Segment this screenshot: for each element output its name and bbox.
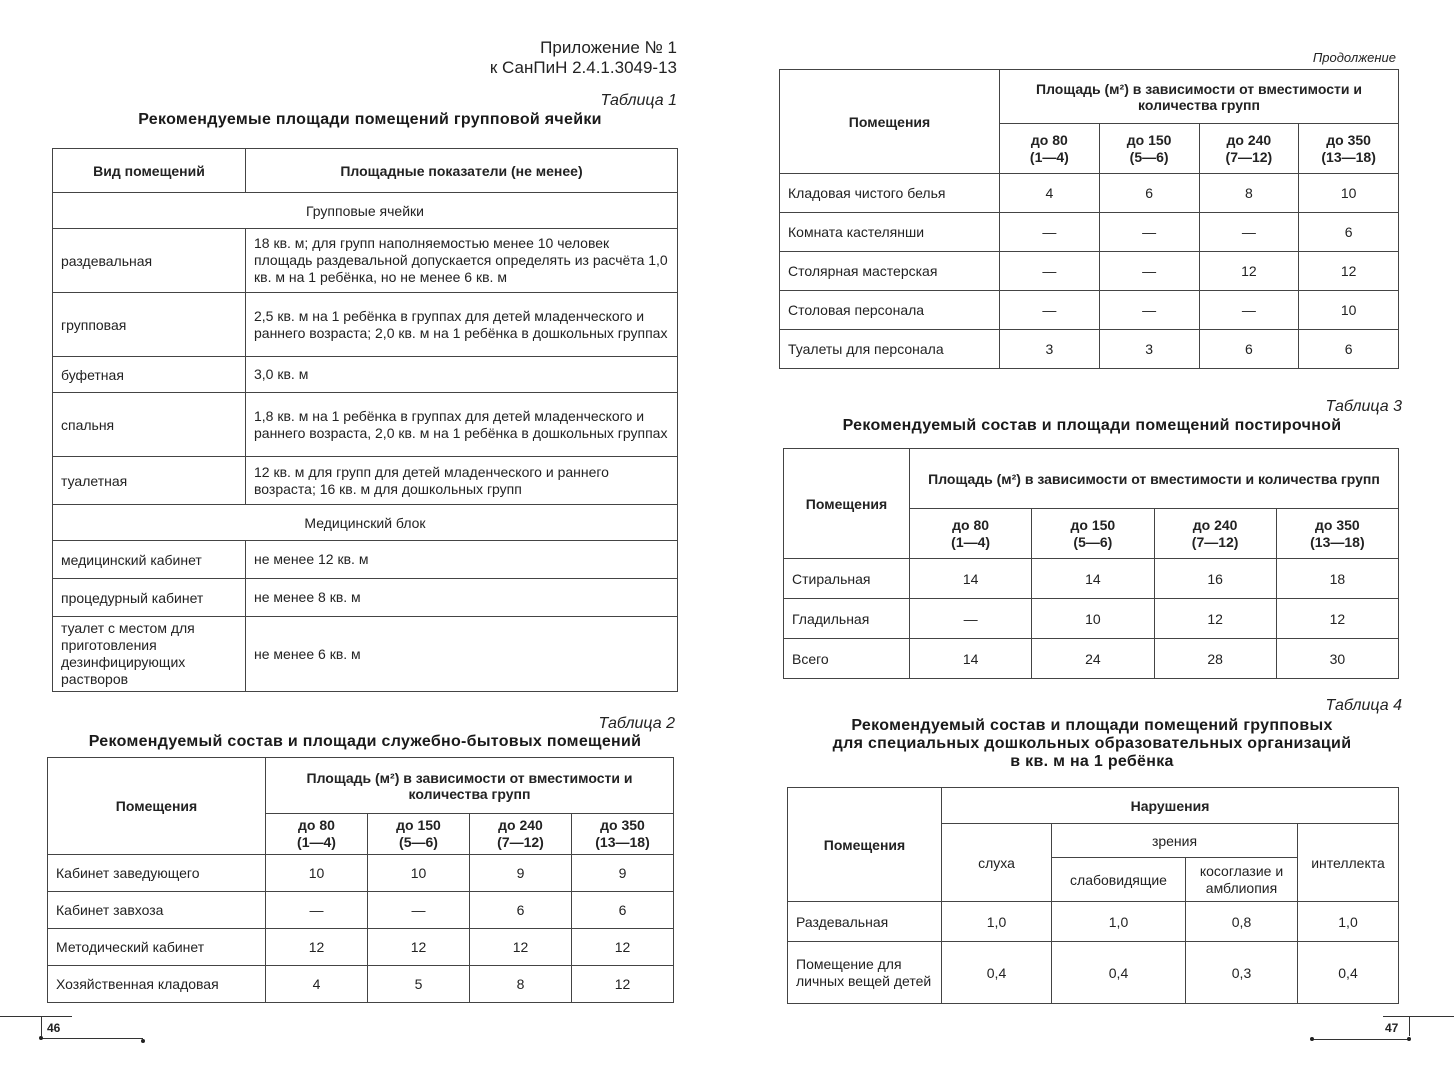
value-cell: 1,0	[1052, 902, 1186, 942]
table-3-label: Таблица 3	[1325, 398, 1402, 415]
value-cell: 28	[1154, 639, 1276, 679]
value-cell: 0,4	[1052, 942, 1186, 1004]
room-cell: спальня	[53, 393, 246, 457]
value-cell: —	[266, 892, 368, 929]
table-4-title-line: для специальных дошкольных образовательных организаций	[832, 735, 1352, 752]
value-cell: 12	[368, 929, 470, 966]
col-vision: зрения	[1052, 824, 1298, 858]
capacity-value: до 80	[952, 516, 990, 533]
capacity-col	[1000, 124, 1100, 174]
value-cell: —	[1000, 252, 1100, 291]
value-cell: —	[910, 599, 1032, 639]
room-cell: Столовая персонала	[780, 291, 1000, 330]
page-rule-top	[0, 1016, 72, 1017]
groups-range: (7—12)	[1191, 533, 1239, 550]
value-cell: 9	[470, 855, 572, 892]
page-rule-top	[1383, 1016, 1454, 1017]
value-cell: 12	[1276, 599, 1398, 639]
value-cell: 10	[1299, 291, 1399, 330]
groups-range: (13—18)	[1321, 148, 1376, 165]
table-row	[788, 902, 1399, 942]
value-cell: 1,8 кв. м на 1 ребёнка в группах для детей младенческого и раннего возраста, 2,0 кв. м на 1 ребёнка в дошкольных группах	[246, 393, 678, 457]
room-cell: Раздевальная	[788, 902, 942, 942]
room-cell: Туалеты для персонала	[780, 330, 1000, 369]
table-4-title	[777, 717, 1407, 771]
room-cell: Помещение для личных вещей детей	[788, 942, 942, 1004]
value-cell: 14	[1032, 559, 1154, 599]
value-cell: 4	[266, 966, 368, 1003]
header-rooms: Помещения	[780, 70, 1000, 174]
room-cell: процедурный кабинет	[53, 579, 246, 617]
value-cell: 0,4	[1298, 942, 1399, 1004]
page-rule-vertical	[41, 1016, 42, 1036]
header-area: Площадь (м²) в зависимости от вместимости и количества групп	[1000, 70, 1399, 124]
table-4-title-line: в кв. м на 1 ребёнка	[1010, 753, 1174, 770]
capacity-col	[910, 509, 1032, 559]
value-cell: 3	[1000, 330, 1100, 369]
capacity-col	[1199, 124, 1299, 174]
groups-range: (7—12)	[1225, 148, 1273, 165]
value-cell: 6	[1099, 174, 1199, 213]
table-row	[784, 559, 1399, 599]
table-row	[53, 541, 678, 579]
table-row	[48, 855, 674, 892]
capacity-value: до 240	[1226, 131, 1272, 148]
value-cell: 18 кв. м; для групп наполняемостью менее 10 человек площадь раздевальной допускается определять из расчёта 1,0 кв. м на 1 ребёнка, но не менее 6 кв. м	[246, 229, 678, 293]
capacity-value: до 150	[1070, 516, 1116, 533]
header-rooms: Помещения	[48, 758, 266, 855]
capacity-col	[1154, 509, 1276, 559]
room-cell: Методический кабинет	[48, 929, 266, 966]
room-cell: буфетная	[53, 357, 246, 393]
value-cell: 0,3	[1186, 942, 1298, 1004]
capacity-col	[1276, 509, 1398, 559]
value-cell: 8	[1199, 174, 1299, 213]
page-rule-bottom	[1312, 1039, 1410, 1040]
value-cell: 5	[368, 966, 470, 1003]
value-cell: 10	[1032, 599, 1154, 639]
groups-range: (1—4)	[1029, 148, 1069, 165]
table-2-label: Таблица 2	[598, 715, 675, 732]
value-cell: —	[1000, 291, 1100, 330]
col-intellect: интеллекта	[1298, 824, 1399, 902]
section-row	[53, 505, 678, 541]
capacity-value: до 240	[1192, 516, 1238, 533]
table-row	[53, 229, 678, 293]
room-cell: Хозяйственная кладовая	[48, 966, 266, 1003]
groups-range: (5—6)	[399, 834, 438, 850]
capacity-value: до 150	[1126, 131, 1172, 148]
value-cell: 10	[1299, 174, 1399, 213]
right-page	[727, 0, 1454, 1080]
room-cell: Гладильная	[784, 599, 910, 639]
page-rule-dot	[1407, 1037, 1411, 1041]
value-cell: 6	[1199, 330, 1299, 369]
header-area: Площадь (м²) в зависимости от вместимости и количества групп	[910, 449, 1399, 509]
value-cell: —	[368, 892, 470, 929]
value-cell: 12 кв. м для групп для детей младенческого и раннего возраста; 16 кв. м для дошкольных групп	[246, 457, 678, 505]
value-cell: не менее 12 кв. м	[246, 541, 678, 579]
capacity-col	[1299, 124, 1399, 174]
table-row	[53, 457, 678, 505]
room-cell: Кабинет заведующего	[48, 855, 266, 892]
section-medical-block: Медицинский блок	[53, 505, 678, 541]
capacity-value: до 350	[1315, 516, 1360, 533]
value-cell: —	[1000, 213, 1100, 252]
value-cell: 24	[1032, 639, 1154, 679]
table-row	[780, 252, 1399, 291]
table-1-label: Таблица 1	[600, 92, 677, 109]
value-cell: 0,4	[942, 942, 1052, 1004]
table-row	[53, 579, 678, 617]
room-cell: групповая	[53, 293, 246, 357]
capacity-value: до 150	[396, 817, 441, 833]
table-4-title-line: Рекомендуемый состав и площади помещений групповых	[851, 717, 1333, 734]
table-row	[780, 174, 1399, 213]
table-row	[53, 357, 678, 393]
appendix-line-1: Приложение № 1	[540, 38, 677, 57]
groups-range: (13—18)	[1310, 533, 1365, 550]
capacity-col	[266, 814, 368, 855]
table-header-row	[780, 70, 1399, 124]
value-cell: не менее 8 кв. м	[246, 579, 678, 617]
value-cell: 6	[1299, 330, 1399, 369]
capacity-value: до 240	[498, 817, 543, 833]
value-cell: 6	[572, 892, 674, 929]
value-cell: 1,0	[1298, 902, 1399, 942]
table-1	[52, 148, 678, 692]
table-1-title: Рекомендуемые площади помещений групповой ячейки	[138, 111, 602, 128]
table-row	[784, 599, 1399, 639]
capacity-value: до 80	[1030, 131, 1068, 148]
value-cell: —	[1199, 213, 1299, 252]
value-cell: 6	[1299, 213, 1399, 252]
table-row	[53, 293, 678, 357]
value-cell: 3,0 кв. м	[246, 357, 678, 393]
page-rule-dot	[39, 1036, 43, 1040]
value-cell: —	[1099, 252, 1199, 291]
appendix-line-2: к СанПиН 2.4.1.3049-13	[489, 58, 677, 77]
value-cell: 2,5 кв. м на 1 ребёнка в группах для детей младенческого и раннего возраста; 2,0 кв. м на 1 ребёнка в дошкольных группах	[246, 293, 678, 357]
value-cell: 12	[572, 929, 674, 966]
room-cell: Стиральная	[784, 559, 910, 599]
header-rooms: Помещения	[788, 788, 942, 902]
capacity-col	[572, 814, 674, 855]
table-row	[780, 291, 1399, 330]
table-row	[780, 213, 1399, 252]
room-cell: Кладовая чистого белья	[780, 174, 1000, 213]
header-rooms: Помещения	[784, 449, 910, 559]
capacity-col	[368, 814, 470, 855]
page-number: 46	[47, 1021, 61, 1035]
table-row	[53, 617, 678, 692]
header-violations: Нарушения	[942, 788, 1399, 824]
value-cell: 8	[470, 966, 572, 1003]
value-cell: 12	[470, 929, 572, 966]
table-2	[47, 757, 674, 1003]
header-area-indicators: Площадные показатели (не менее)	[246, 149, 678, 193]
value-cell: 9	[572, 855, 674, 892]
value-cell: 12	[266, 929, 368, 966]
capacity-value: до 350	[600, 817, 645, 833]
room-cell: туалетная	[53, 457, 246, 505]
table-4	[787, 787, 1399, 1004]
capacity-col	[1099, 124, 1199, 174]
value-cell: 18	[1276, 559, 1398, 599]
col-low-vision: слабовидящие	[1052, 858, 1186, 902]
col-hearing: слуха	[942, 824, 1052, 902]
page-number: 47	[1385, 1021, 1399, 1035]
value-cell: 16	[1154, 559, 1276, 599]
table-row	[48, 966, 674, 1003]
page-rule-dot	[1310, 1037, 1314, 1041]
table-3-header-row	[784, 449, 1399, 509]
page-rule-dot	[141, 1039, 145, 1043]
value-cell: 12	[572, 966, 674, 1003]
groups-range: (13—18)	[595, 834, 650, 850]
table-2-continued	[779, 69, 1399, 369]
room-cell: Кабинет завхоза	[48, 892, 266, 929]
groups-range: (7—12)	[497, 834, 544, 850]
header-area: Площадь (м²) в зависимости от вместимости и количества групп	[266, 758, 674, 814]
table-row	[48, 929, 674, 966]
table-3-title: Рекомендуемый состав и площади помещений постирочной	[842, 417, 1342, 434]
value-cell: не менее 6 кв. м	[246, 617, 678, 692]
value-cell: 10	[266, 855, 368, 892]
table-row	[784, 639, 1399, 679]
continuation-label: Продолжение	[1312, 50, 1396, 65]
table-row	[780, 330, 1399, 369]
groups-range: (5—6)	[1129, 148, 1169, 165]
page-rule-vertical	[1409, 1016, 1410, 1036]
value-cell: 12	[1154, 599, 1276, 639]
value-cell: 1,0	[942, 902, 1052, 942]
room-cell: Столярная мастерская	[780, 252, 1000, 291]
table-1-header-row	[53, 149, 678, 193]
header-room-type: Вид помещений	[53, 149, 246, 193]
value-cell: 30	[1276, 639, 1398, 679]
appendix-heading	[490, 38, 677, 78]
value-cell: 4	[1000, 174, 1100, 213]
value-cell: 6	[470, 892, 572, 929]
value-cell: 10	[368, 855, 470, 892]
groups-range: (1—4)	[297, 834, 336, 850]
value-cell: —	[1099, 213, 1199, 252]
value-cell: —	[1199, 291, 1299, 330]
table-row	[48, 892, 674, 929]
capacity-col	[1032, 509, 1154, 559]
room-cell: медицинский кабинет	[53, 541, 246, 579]
value-cell: 14	[910, 559, 1032, 599]
room-cell: Комната кастелянши	[780, 213, 1000, 252]
value-cell: —	[1099, 291, 1199, 330]
table-4-header-row	[788, 788, 1399, 824]
room-cell: Всего	[784, 639, 910, 679]
table-2-header-row	[48, 758, 674, 814]
room-cell: раздевальная	[53, 229, 246, 293]
capacity-value: до 80	[298, 817, 335, 833]
value-cell: 14	[910, 639, 1032, 679]
table-4-label: Таблица 4	[1325, 697, 1402, 714]
table-row	[788, 942, 1399, 1004]
room-cell: туалет с местом для приготовления дезинфицирующих растворов	[53, 617, 246, 692]
section-group-cells: Групповые ячейки	[53, 193, 678, 229]
value-cell: 3	[1099, 330, 1199, 369]
section-row	[53, 193, 678, 229]
groups-range: (1—4)	[951, 533, 991, 550]
value-cell: 12	[1299, 252, 1399, 291]
capacity-value: до 350	[1326, 131, 1371, 148]
table-2-title: Рекомендуемый состав и площади служебно-бытовых помещений	[88, 733, 642, 750]
capacity-col	[470, 814, 572, 855]
col-strabismus: косоглазие и амблиопия	[1186, 858, 1298, 902]
value-cell: 12	[1199, 252, 1299, 291]
value-cell: 0,8	[1186, 902, 1298, 942]
table-3	[783, 448, 1399, 679]
page-rule-bottom	[41, 1038, 143, 1039]
groups-range: (5—6)	[1073, 533, 1113, 550]
table-row	[53, 393, 678, 457]
